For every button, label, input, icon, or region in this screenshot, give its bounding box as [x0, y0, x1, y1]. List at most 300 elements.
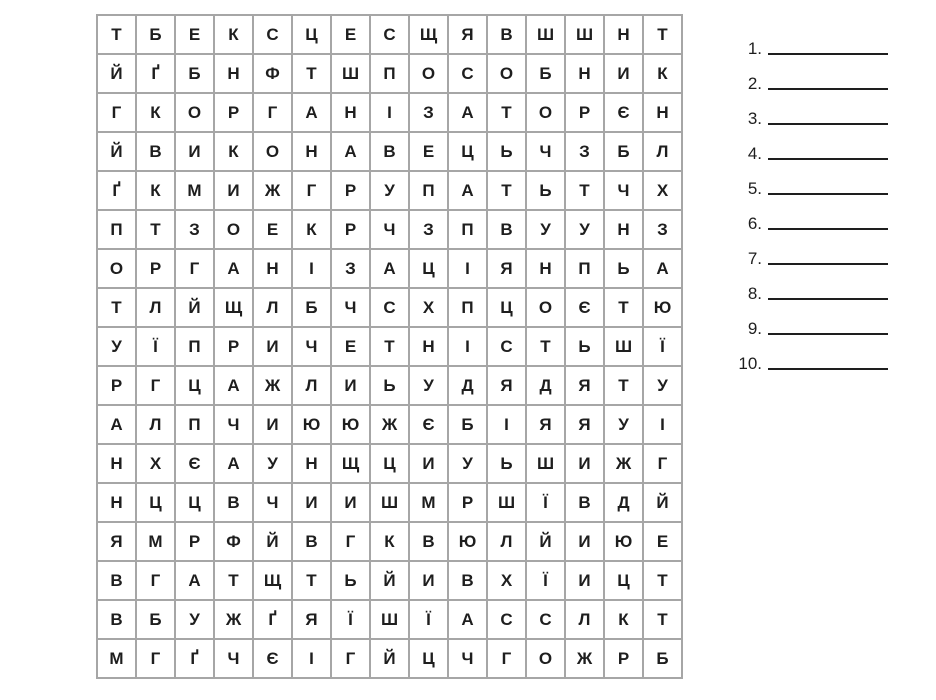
grid-cell[interactable]: Ґ	[253, 600, 292, 639]
grid-cell[interactable]: И	[409, 561, 448, 600]
grid-cell[interactable]: Я	[448, 15, 487, 54]
grid-cell[interactable]: Д	[526, 366, 565, 405]
grid-cell[interactable]: К	[214, 132, 253, 171]
grid-cell[interactable]: Е	[331, 327, 370, 366]
grid-cell[interactable]: Є	[604, 93, 643, 132]
grid-cell[interactable]: А	[448, 600, 487, 639]
grid-cell[interactable]: Я	[487, 366, 526, 405]
grid-cell[interactable]: М	[409, 483, 448, 522]
grid-cell[interactable]: Т	[643, 561, 682, 600]
grid-cell[interactable]: К	[292, 210, 331, 249]
grid-cell[interactable]: Щ	[331, 444, 370, 483]
grid-cell[interactable]: У	[643, 366, 682, 405]
grid-cell[interactable]: Л	[136, 288, 175, 327]
grid-cell[interactable]: Т	[214, 561, 253, 600]
grid-cell[interactable]: Ґ	[136, 54, 175, 93]
grid-cell[interactable]: Б	[136, 15, 175, 54]
grid-cell[interactable]: Ь	[604, 249, 643, 288]
grid-cell[interactable]: И	[214, 171, 253, 210]
grid-row	[97, 600, 682, 639]
grid-cell[interactable]: Ц	[136, 483, 175, 522]
grid-cell[interactable]: І	[292, 249, 331, 288]
grid-cell[interactable]: Ц	[409, 639, 448, 678]
grid-cell[interactable]: Й	[97, 54, 136, 93]
grid-cell[interactable]: К	[136, 93, 175, 132]
grid-cell[interactable]: Н	[409, 327, 448, 366]
grid-cell[interactable]: Ч	[214, 639, 253, 678]
grid-cell[interactable]: А	[214, 444, 253, 483]
grid-cell[interactable]: Н	[97, 444, 136, 483]
grid-cell[interactable]: Т	[526, 327, 565, 366]
grid-cell[interactable]: Г	[97, 93, 136, 132]
grid-cell[interactable]: Е	[643, 522, 682, 561]
grid-cell[interactable]: Е	[409, 132, 448, 171]
grid-cell[interactable]: Г	[175, 249, 214, 288]
answer-number: 8.	[747, 284, 762, 303]
grid-cell[interactable]: Л	[643, 132, 682, 171]
grid-row	[97, 132, 682, 171]
grid-cell[interactable]: Ц	[448, 132, 487, 171]
grid-cell[interactable]: І	[448, 327, 487, 366]
grid-cell[interactable]: Т	[604, 288, 643, 327]
grid-cell[interactable]: Р	[97, 366, 136, 405]
grid-cell[interactable]: В	[409, 522, 448, 561]
grid-cell[interactable]: Ш	[565, 15, 604, 54]
grid-cell[interactable]: В	[448, 561, 487, 600]
grid-cell[interactable]: Ш	[370, 600, 409, 639]
grid-cell[interactable]: В	[136, 132, 175, 171]
grid-cell[interactable]: І	[487, 405, 526, 444]
grid-cell[interactable]: С	[526, 600, 565, 639]
grid-cell[interactable]: Ц	[487, 288, 526, 327]
grid-cell[interactable]: П	[175, 327, 214, 366]
grid-cell[interactable]: Т	[604, 366, 643, 405]
grid-cell[interactable]: Ї	[643, 327, 682, 366]
answer-number: 1.	[747, 39, 762, 58]
grid-cell[interactable]: У	[565, 210, 604, 249]
grid-cell[interactable]: Р	[214, 93, 253, 132]
grid-cell[interactable]: Е	[175, 15, 214, 54]
grid-cell[interactable]: Я	[292, 600, 331, 639]
grid-row	[97, 93, 682, 132]
grid-cell[interactable]: Б	[292, 288, 331, 327]
answer-item	[732, 337, 888, 372]
grid-cell[interactable]: В	[97, 561, 136, 600]
grid-cell[interactable]: Ц	[175, 366, 214, 405]
grid-cell[interactable]: Ц	[370, 444, 409, 483]
grid-cell[interactable]: Х	[409, 288, 448, 327]
answer-blank-line[interactable]	[768, 368, 888, 370]
grid-cell[interactable]: Б	[643, 639, 682, 678]
answer-item	[732, 22, 888, 57]
grid-cell[interactable]: К	[136, 171, 175, 210]
grid-cell[interactable]: Н	[331, 93, 370, 132]
grid-cell[interactable]: С	[487, 327, 526, 366]
grid-cell[interactable]: Р	[214, 327, 253, 366]
grid-cell[interactable]: Ц	[604, 561, 643, 600]
grid-cell[interactable]: Н	[292, 132, 331, 171]
grid-cell[interactable]: У	[526, 210, 565, 249]
grid-cell[interactable]: Н	[643, 93, 682, 132]
grid-cell[interactable]: Ф	[253, 54, 292, 93]
grid-cell[interactable]: Б	[175, 54, 214, 93]
grid-cell[interactable]: Я	[565, 366, 604, 405]
answer-blank-line[interactable]	[768, 333, 888, 335]
grid-cell[interactable]: Щ	[214, 288, 253, 327]
grid-cell[interactable]: П	[370, 54, 409, 93]
grid-cell[interactable]: Г	[331, 639, 370, 678]
grid-cell[interactable]: Я	[97, 522, 136, 561]
grid-cell[interactable]: Т	[97, 15, 136, 54]
grid-cell[interactable]: И	[604, 54, 643, 93]
grid-cell[interactable]: Ж	[604, 444, 643, 483]
grid-cell[interactable]: В	[487, 210, 526, 249]
grid-cell[interactable]: П	[448, 288, 487, 327]
grid-cell[interactable]: Г	[136, 366, 175, 405]
grid-cell[interactable]: Т	[643, 600, 682, 639]
grid-cell[interactable]: Ж	[565, 639, 604, 678]
grid-cell[interactable]: Е	[331, 15, 370, 54]
grid-cell[interactable]: З	[409, 210, 448, 249]
grid-cell[interactable]: Ч	[526, 132, 565, 171]
answer-number: 5.	[747, 179, 762, 198]
grid-cell[interactable]: Ч	[448, 639, 487, 678]
answer-blank-line[interactable]	[768, 158, 888, 160]
grid-cell[interactable]: Ж	[253, 171, 292, 210]
grid-cell[interactable]: Ф	[214, 522, 253, 561]
grid-cell[interactable]: М	[175, 171, 214, 210]
grid-cell[interactable]: Ь	[526, 171, 565, 210]
grid-cell[interactable]: Ж	[214, 600, 253, 639]
grid-cell[interactable]: З	[331, 249, 370, 288]
answer-number: 3.	[747, 109, 762, 128]
grid-cell[interactable]: А	[214, 249, 253, 288]
grid-cell[interactable]: Н	[292, 444, 331, 483]
grid-cell[interactable]: Т	[487, 93, 526, 132]
grid-cell[interactable]: Ь	[331, 561, 370, 600]
grid-cell[interactable]: Ь	[370, 366, 409, 405]
grid-cell[interactable]: Я	[565, 405, 604, 444]
grid-cell[interactable]: Ш	[526, 444, 565, 483]
answer-blank-line[interactable]	[768, 193, 888, 195]
grid-cell[interactable]: Н	[214, 54, 253, 93]
grid-cell[interactable]: Ї	[331, 600, 370, 639]
grid-cell[interactable]: У	[448, 444, 487, 483]
grid-cell[interactable]: Т	[292, 561, 331, 600]
grid-cell[interactable]: М	[136, 522, 175, 561]
answer-item	[732, 232, 888, 267]
grid-cell[interactable]: А	[448, 93, 487, 132]
grid-row	[97, 288, 682, 327]
grid-cell[interactable]: Т	[487, 171, 526, 210]
grid-cell[interactable]: Н	[97, 483, 136, 522]
grid-cell[interactable]: В	[97, 600, 136, 639]
grid-cell[interactable]: Й	[97, 132, 136, 171]
grid-cell[interactable]: Ї	[526, 561, 565, 600]
grid-row	[97, 444, 682, 483]
answer-blank-line[interactable]	[768, 123, 888, 125]
grid-row	[97, 210, 682, 249]
grid-cell[interactable]: Ж	[370, 405, 409, 444]
grid-cell[interactable]: Л	[292, 366, 331, 405]
answer-blank-line[interactable]	[768, 228, 888, 230]
answer-number: 6.	[747, 214, 762, 233]
grid-cell[interactable]: Ш	[487, 483, 526, 522]
grid-cell[interactable]: К	[370, 522, 409, 561]
grid-cell[interactable]: Н	[604, 210, 643, 249]
grid-cell[interactable]: И	[253, 405, 292, 444]
grid-cell[interactable]: Ь	[487, 444, 526, 483]
grid-cell[interactable]: Р	[565, 93, 604, 132]
grid-cell[interactable]: П	[175, 405, 214, 444]
grid-cell[interactable]: К	[604, 600, 643, 639]
grid-cell[interactable]: С	[370, 15, 409, 54]
grid-cell[interactable]: У	[175, 600, 214, 639]
grid-cell[interactable]: И	[565, 522, 604, 561]
grid-row	[97, 249, 682, 288]
grid-cell[interactable]: У	[409, 366, 448, 405]
grid-cell[interactable]: Г	[136, 561, 175, 600]
grid-cell[interactable]: О	[526, 93, 565, 132]
grid-cell[interactable]: П	[448, 210, 487, 249]
grid-cell[interactable]: Ч	[214, 405, 253, 444]
answer-number: 9.	[747, 319, 762, 338]
grid-cell[interactable]: Ш	[604, 327, 643, 366]
grid-cell[interactable]: У	[253, 444, 292, 483]
grid-cell[interactable]: А	[331, 132, 370, 171]
grid-cell[interactable]: Ї	[136, 327, 175, 366]
grid-cell[interactable]: Г	[331, 522, 370, 561]
grid-cell[interactable]: Т	[565, 171, 604, 210]
grid-cell[interactable]: З	[409, 93, 448, 132]
grid-cell[interactable]: С	[448, 54, 487, 93]
grid-cell[interactable]: Х	[643, 171, 682, 210]
grid-cell[interactable]: Л	[565, 600, 604, 639]
grid-cell[interactable]: О	[214, 210, 253, 249]
grid-cell[interactable]: Е	[253, 210, 292, 249]
grid-cell[interactable]: Х	[487, 561, 526, 600]
grid-row	[97, 15, 682, 54]
answer-number: 7.	[747, 249, 762, 268]
grid-cell[interactable]: Ґ	[97, 171, 136, 210]
grid-cell[interactable]: С	[253, 15, 292, 54]
grid-cell[interactable]: И	[565, 561, 604, 600]
grid-cell[interactable]: Р	[448, 483, 487, 522]
grid-cell[interactable]: З	[175, 210, 214, 249]
grid-cell[interactable]: П	[565, 249, 604, 288]
answer-number: 4.	[747, 144, 762, 163]
grid-cell[interactable]: Є	[253, 639, 292, 678]
grid-cell[interactable]: П	[409, 171, 448, 210]
grid-cell[interactable]: Н	[253, 249, 292, 288]
answer-blank-line[interactable]	[768, 263, 888, 265]
grid-cell[interactable]: Ч	[253, 483, 292, 522]
answer-item	[732, 162, 888, 197]
answer-blank-line[interactable]	[768, 53, 888, 55]
grid-cell[interactable]: В	[214, 483, 253, 522]
grid-cell[interactable]: Б	[604, 132, 643, 171]
grid-cell[interactable]: Р	[175, 522, 214, 561]
grid-cell[interactable]: Ь	[565, 327, 604, 366]
grid-cell[interactable]: Н	[565, 54, 604, 93]
grid-cell[interactable]: Г	[487, 639, 526, 678]
grid-cell[interactable]: Щ	[409, 15, 448, 54]
grid-cell[interactable]: Щ	[253, 561, 292, 600]
grid-cell[interactable]: Я	[526, 405, 565, 444]
grid-cell[interactable]: Г	[292, 171, 331, 210]
grid-cell[interactable]: Л	[136, 405, 175, 444]
grid-cell[interactable]: Б	[448, 405, 487, 444]
grid-cell[interactable]: Р	[331, 210, 370, 249]
grid-cell[interactable]: Д	[448, 366, 487, 405]
grid-cell[interactable]: К	[214, 15, 253, 54]
grid-cell[interactable]: И	[292, 483, 331, 522]
grid-row	[97, 483, 682, 522]
grid-cell[interactable]: В	[487, 15, 526, 54]
grid-cell[interactable]: Ч	[604, 171, 643, 210]
grid-row	[97, 405, 682, 444]
grid-cell[interactable]: О	[487, 54, 526, 93]
grid-cell[interactable]: В	[565, 483, 604, 522]
answer-list	[732, 22, 888, 372]
grid-cell[interactable]: Ю	[292, 405, 331, 444]
grid-cell[interactable]: Ю	[604, 522, 643, 561]
answer-item	[732, 197, 888, 232]
grid-cell[interactable]: Й	[643, 483, 682, 522]
grid-cell[interactable]: Ц	[292, 15, 331, 54]
grid-cell[interactable]: О	[175, 93, 214, 132]
grid-cell[interactable]: Й	[370, 639, 409, 678]
grid-cell[interactable]: Ю	[448, 522, 487, 561]
grid-cell[interactable]: І	[448, 249, 487, 288]
grid-cell[interactable]: Н	[526, 249, 565, 288]
grid-cell[interactable]: И	[175, 132, 214, 171]
answer-item	[732, 267, 888, 302]
grid-cell[interactable]: Х	[136, 444, 175, 483]
grid-cell[interactable]: Г	[253, 93, 292, 132]
grid-row	[97, 522, 682, 561]
grid-cell[interactable]: Й	[370, 561, 409, 600]
grid-cell[interactable]: Ц	[175, 483, 214, 522]
grid-cell[interactable]: Ч	[331, 288, 370, 327]
grid-cell[interactable]: К	[643, 54, 682, 93]
grid-row	[97, 54, 682, 93]
grid-cell[interactable]: О	[409, 54, 448, 93]
grid-cell[interactable]: Л	[253, 288, 292, 327]
grid-cell[interactable]: Г	[136, 639, 175, 678]
grid-cell[interactable]: Є	[409, 405, 448, 444]
answer-item	[732, 57, 888, 92]
grid-row	[97, 366, 682, 405]
grid-cell[interactable]: А	[214, 366, 253, 405]
grid-cell[interactable]: Ч	[292, 327, 331, 366]
grid-cell[interactable]: Ю	[643, 288, 682, 327]
answer-item	[732, 302, 888, 337]
grid-cell[interactable]: П	[97, 210, 136, 249]
grid-cell[interactable]: Г	[643, 444, 682, 483]
grid-cell[interactable]: А	[448, 171, 487, 210]
grid-cell[interactable]: Т	[136, 210, 175, 249]
grid-cell[interactable]: Б	[526, 54, 565, 93]
grid-cell[interactable]: Ю	[331, 405, 370, 444]
grid-row	[97, 639, 682, 678]
grid-cell[interactable]: Л	[487, 522, 526, 561]
grid-cell[interactable]: Д	[604, 483, 643, 522]
grid-cell[interactable]: А	[97, 405, 136, 444]
grid-cell[interactable]: І	[643, 405, 682, 444]
grid-row	[97, 171, 682, 210]
grid-cell[interactable]: Ч	[370, 210, 409, 249]
answer-number: 10.	[738, 354, 762, 373]
grid-cell[interactable]: У	[97, 327, 136, 366]
word-search-grid	[96, 14, 683, 679]
grid-cell[interactable]: Р	[136, 249, 175, 288]
answer-number: 2.	[747, 74, 762, 93]
grid-cell[interactable]: Б	[136, 600, 175, 639]
answer-blank-line[interactable]	[768, 88, 888, 90]
grid-cell[interactable]: Т	[370, 327, 409, 366]
grid-cell[interactable]: А	[175, 561, 214, 600]
grid-cell[interactable]: А	[643, 249, 682, 288]
grid-cell[interactable]: Ж	[253, 366, 292, 405]
grid-cell[interactable]: Є	[565, 288, 604, 327]
grid-cell[interactable]: Ш	[526, 15, 565, 54]
grid-cell[interactable]: И	[331, 483, 370, 522]
grid-cell[interactable]: О	[97, 249, 136, 288]
grid-cell[interactable]: Ь	[487, 132, 526, 171]
grid-cell[interactable]: Я	[487, 249, 526, 288]
grid-cell[interactable]: З	[643, 210, 682, 249]
grid-cell[interactable]: Р	[604, 639, 643, 678]
grid-cell[interactable]: І	[370, 93, 409, 132]
grid-cell[interactable]: Т	[643, 15, 682, 54]
grid-cell[interactable]: Ц	[409, 249, 448, 288]
grid-cell[interactable]: М	[97, 639, 136, 678]
grid-cell[interactable]: Р	[331, 171, 370, 210]
grid-cell[interactable]: Т	[292, 54, 331, 93]
grid-cell[interactable]: Ї	[526, 483, 565, 522]
grid-cell[interactable]: И	[565, 444, 604, 483]
grid-cell[interactable]: О	[526, 288, 565, 327]
grid-cell[interactable]: И	[331, 366, 370, 405]
grid-cell[interactable]: Н	[604, 15, 643, 54]
grid-cell[interactable]: І	[292, 639, 331, 678]
grid-cell[interactable]: У	[604, 405, 643, 444]
grid-cell[interactable]: С	[370, 288, 409, 327]
grid-cell[interactable]: Ґ	[175, 639, 214, 678]
grid-cell[interactable]: О	[253, 132, 292, 171]
grid-cell[interactable]: И	[409, 444, 448, 483]
grid-cell[interactable]: Й	[526, 522, 565, 561]
grid-cell[interactable]: Ш	[331, 54, 370, 93]
grid-cell[interactable]: А	[370, 249, 409, 288]
grid-cell[interactable]: С	[487, 600, 526, 639]
grid-cell[interactable]: Ш	[370, 483, 409, 522]
grid-cell[interactable]: Й	[253, 522, 292, 561]
grid-cell[interactable]: У	[370, 171, 409, 210]
grid-cell[interactable]: З	[565, 132, 604, 171]
grid-cell[interactable]: Й	[175, 288, 214, 327]
grid-cell[interactable]: В	[370, 132, 409, 171]
grid-cell[interactable]: Ї	[409, 600, 448, 639]
grid-cell[interactable]: Т	[97, 288, 136, 327]
grid-cell[interactable]: О	[526, 639, 565, 678]
grid-cell[interactable]: Є	[175, 444, 214, 483]
grid-cell[interactable]: В	[292, 522, 331, 561]
grid-cell[interactable]: А	[292, 93, 331, 132]
answer-blank-line[interactable]	[768, 298, 888, 300]
grid-cell[interactable]: И	[253, 327, 292, 366]
